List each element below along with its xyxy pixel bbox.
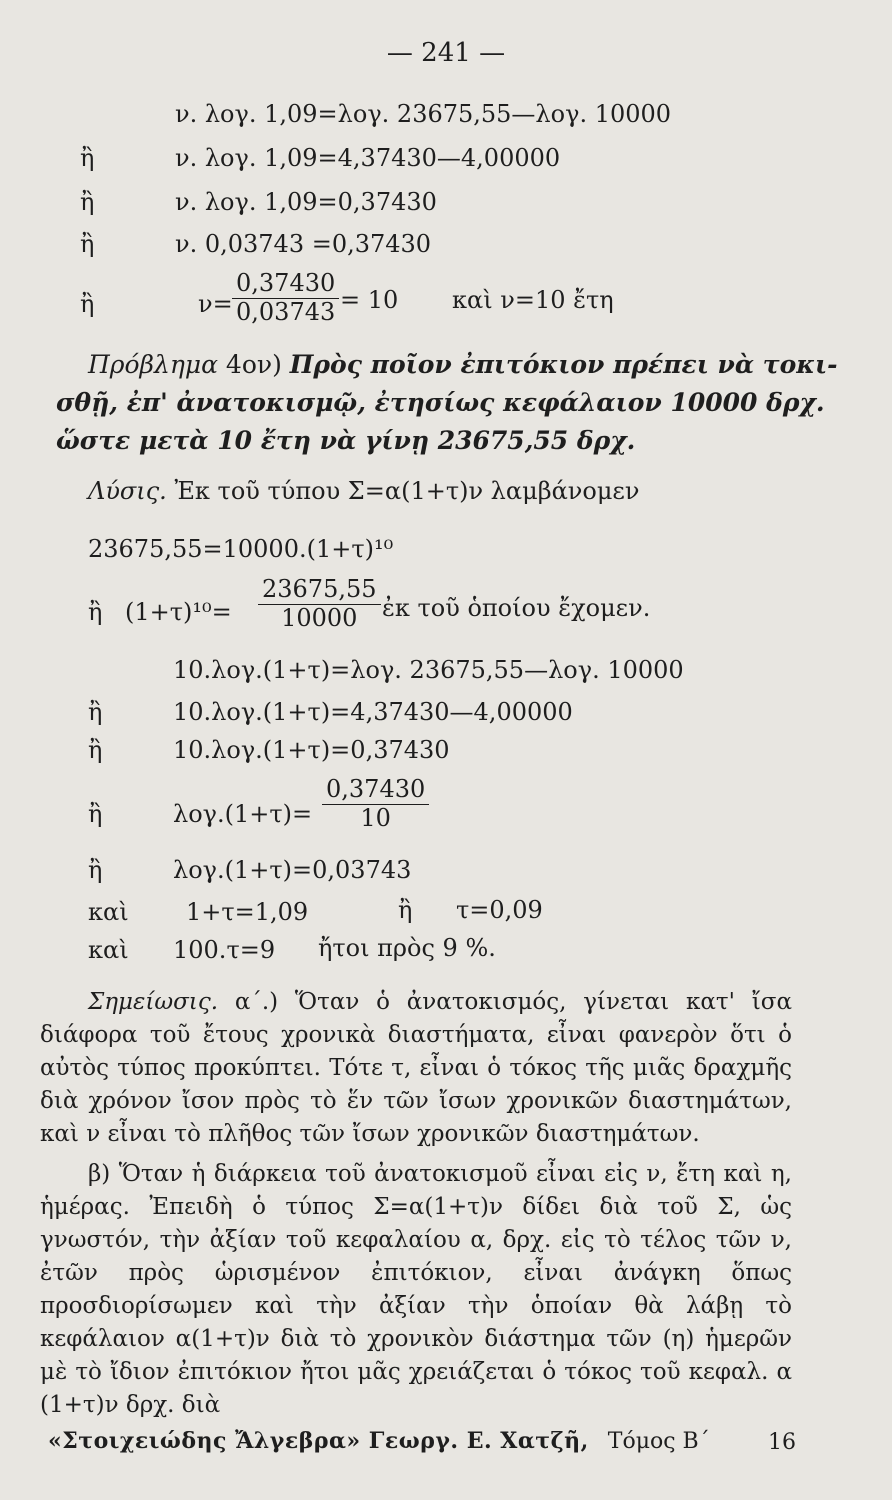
fraction-numerator: 0,37430 xyxy=(232,270,339,299)
note-b-paragraph xyxy=(40,1158,792,1422)
solution-line3: 10.λογ.(1+τ)=0,37430 xyxy=(173,736,450,764)
notes-label: Σημείωσις. xyxy=(88,989,219,1015)
footer-volume: Τόμος Β΄ xyxy=(607,1429,710,1454)
derivation1-result: καὶ ν=10 ἔτη xyxy=(452,286,614,314)
and-marker: καὶ xyxy=(88,936,129,964)
solution-line4-lhs: λογ.(1+τ)= xyxy=(173,800,313,828)
solution-line7b: ἤτοι πρὸς 9 %. xyxy=(318,934,496,962)
or-marker: ἢ xyxy=(88,698,103,726)
problem-number: 4ον) xyxy=(225,350,282,379)
solution-line2: 10.λογ.(1+τ)=4,37430—4,00000 xyxy=(173,698,573,726)
solution-line4-fraction xyxy=(322,776,429,832)
problem-text1: Πρὸς ποῖον ἐπιτόκιον πρέπει νὰ τοκι- xyxy=(289,350,838,379)
derivation1-fraction xyxy=(232,270,339,326)
footer-sheet-number: 16 xyxy=(768,1430,796,1455)
fraction-denominator: 0,03743 xyxy=(236,297,336,326)
solution-eq1: 23675,55=10000.(1+τ)¹⁰ xyxy=(88,535,394,563)
solution-eq2-fraction xyxy=(258,576,381,632)
footer-book: «Στοιχειώδης Ἄλγεβρα» Γεωργ. Ε. Χατζῆ, xyxy=(48,1428,589,1454)
solution-eq2-rhs: ἐκ τοῦ ὁποίου ἔχομεν. xyxy=(382,594,651,622)
solution-intro xyxy=(88,477,639,505)
or-marker: ἢ xyxy=(80,144,95,172)
solution-intro-text: Ἐκ τοῦ τύπου Σ=α(1+τ)ν λαμβάνομεν xyxy=(174,477,640,505)
derivation1-line5-lhs: ν= xyxy=(198,290,233,318)
note-a-paragraph xyxy=(40,986,792,1151)
problem-line2: σθῇ, ἐπ' ἀνατοκισμῷ, ἐτησίως κεφάλαιον 10000 δρχ. xyxy=(56,388,825,417)
derivation1-line4: ν. 0,03743 =0,37430 xyxy=(175,230,432,258)
page-number: — 241 — xyxy=(386,38,506,68)
and-marker: καὶ xyxy=(88,898,129,926)
note-b-text: β) Ὅταν ἡ διάρκεια τοῦ ἀνατοκισμοῦ εἶναι εἰς ν, ἔτη καὶ η, ἡμέρας. Ἐπειδὴ ὁ τύπος Σ=α(1+τ)ν δίδει διὰ τοῦ Σ, ὡς γνωστόν, τὴν ἀξίαν τοῦ κεφαλαίου α, δρχ. εἰς τὸ τέλος τῶν ν, ἐτῶν πρὸς ὡρισμένον ἐπιτόκιον, εἶναι ἀνάγκη ὅπως προσδιορίσωμεν καὶ τὴν ἀξίαν τὴν ὁποίαν θὰ λάβῃ τὸ κεφάλαιον α(1+τ)ν διὰ τὸ χρονικὸν διάστημα τῶν (η) ἡμερῶν μὲ τὸ ἴδιον ἐπιτόκιον ἤτοι μᾶς χρειάζεται ὁ τόκος τοῦ κεφαλ. α (1+τ)ν δρχ. διὰ xyxy=(40,1161,792,1418)
solution-line1: 10.λογ.(1+τ)=λογ. 23675,55—λογ. 10000 xyxy=(173,656,684,684)
fraction-denominator: 10000 xyxy=(281,603,358,632)
derivation1-line5-rhs: = 10 xyxy=(340,286,399,314)
solution-eq2-lhs: (1+τ)¹⁰= xyxy=(125,598,232,626)
problem-line1 xyxy=(88,350,838,379)
solution-line6a: 1+τ=1,09 xyxy=(186,898,309,926)
derivation1-line2: ν. λογ. 1,09=4,37430—4,00000 xyxy=(175,144,561,172)
problem-label: Πρόβλημα xyxy=(88,350,218,379)
or-marker: ἢ xyxy=(80,230,95,258)
fraction-denominator: 10 xyxy=(360,803,391,832)
or-marker: ἢ xyxy=(88,736,103,764)
solution-label: Λύσις. xyxy=(88,477,167,505)
fraction-numerator: 0,37430 xyxy=(322,776,429,805)
or-marker: ἢ xyxy=(88,598,103,626)
or-marker: ἢ xyxy=(88,800,103,828)
or-marker: ἢ xyxy=(88,856,103,884)
fraction-numerator: 23675,55 xyxy=(258,576,381,605)
solution-line7a: 100.τ=9 xyxy=(173,936,276,964)
or-marker: ἢ xyxy=(80,188,95,216)
note-a-text: α΄.) Ὅταν ὁ ἀνατοκισμός, γίνεται κατ' ἴσα διάφορα τοῦ ἔτους χρονικὰ διαστήματα, εἶναι φανερὸν ὅτι ὁ αὐτὸς τύπος προκύπτει. Τότε τ, εἶναι ὁ τόκος τῆς μιᾶς δραχμῆς διὰ χρόνον ἴσον πρὸς τὸ ἕν τῶν ἴσων χρονικῶν διαστημάτων, καὶ ν εἶναι τὸ πλῆθος τῶν ἴσων χρονικῶν διαστημάτων. xyxy=(40,989,792,1147)
footer-book-title xyxy=(48,1428,710,1454)
solution-line6b: τ=0,09 xyxy=(456,896,543,924)
derivation1-line1: ν. λογ. 1,09=λογ. 23675,55—λογ. 10000 xyxy=(175,100,672,128)
or-marker: ἢ xyxy=(80,290,95,318)
derivation1-line3: ν. λογ. 1,09=0,37430 xyxy=(175,188,437,216)
problem-line3: ὥστε μετὰ 10 ἔτη νὰ γίνῃ 23675,55 δρχ. xyxy=(56,426,636,455)
or-marker: ἢ xyxy=(398,896,413,924)
solution-line5: λογ.(1+τ)=0,03743 xyxy=(173,856,412,884)
